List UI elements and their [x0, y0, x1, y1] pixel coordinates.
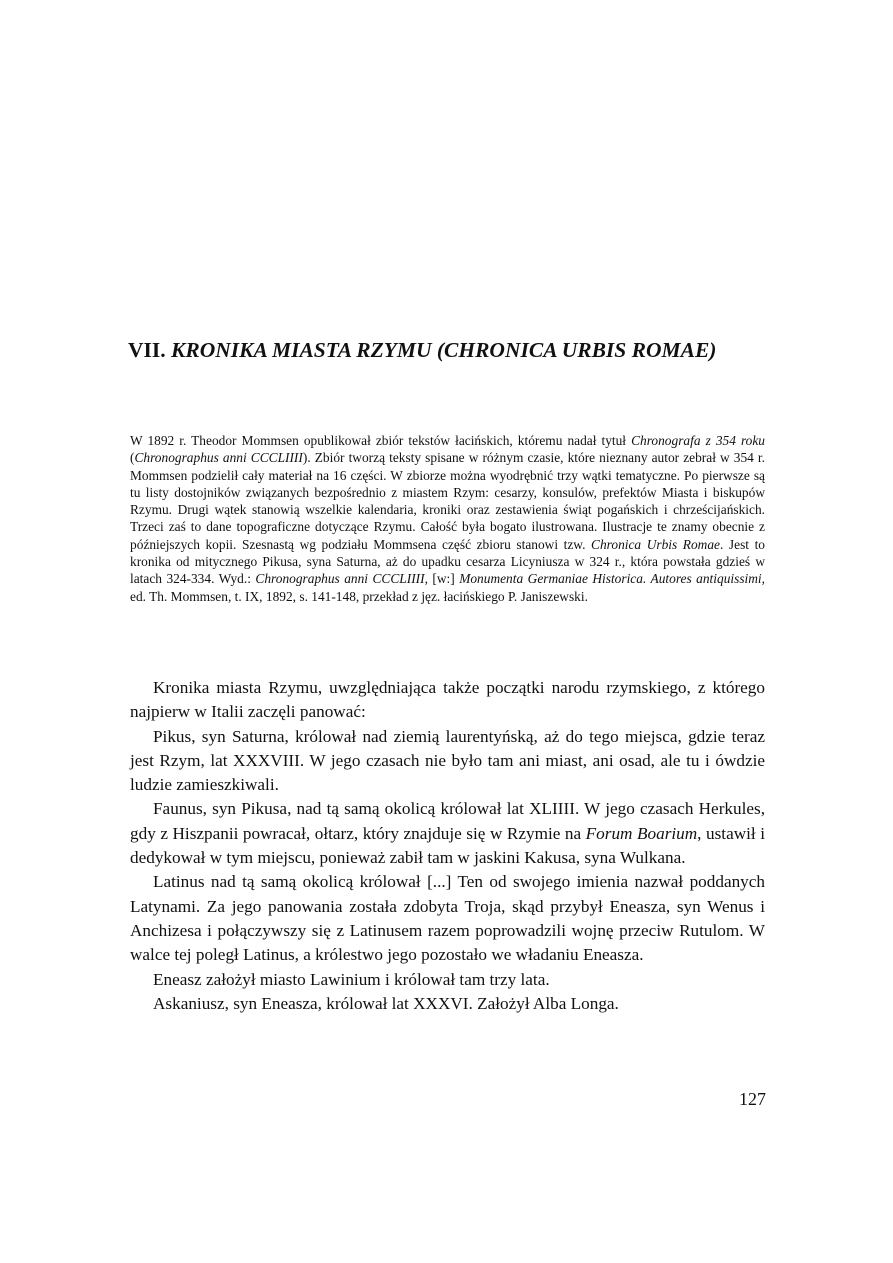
paragraph-eneasz: Eneasz założył miasto Lawinium i królował tam trzy lata. — [153, 969, 550, 989]
chapter-number: VII. — [128, 338, 166, 362]
note-italic-title: Chronografa z 354 roku — [631, 433, 765, 448]
paragraph-text: Faunus, syn Pikusa, nad tą samą okolicą królował lat XLIIII. W jego czasach Herkules, gdy z Hiszpanii powracał, ołtarz, który znajduje się w Rzymie na — [130, 799, 765, 843]
paragraph-faunus — [130, 797, 765, 870]
chapter-title — [128, 338, 788, 363]
note-italic-title: Chronographus anni CCCLIIII — [255, 571, 425, 587]
note-text: ). Zbiór tworzą teksty spisane w różnym czasie, które nieznany autor zebrał w 354 r. Mommsen podzielił cały materiał na 16 części. W zbiorze można wyodrębnić trzy wątki tematyczne. Po pierwsze są tu listy dostojników związanych bezpośrednio z miastem Rzym: cesarzy, konsulów, prefektów Miasta i biskupów Rzymu. Drugi wątek stanowią wszelkie kalendaria, kroniki oraz zestawienia świąt pogańskich i chrześcijańskich. Trzeci zaś to dane topograficzne dotyczące Rzymu. Całość była bogato ilustrowana. Ilustracje te znamy obecnie z późniejszych kopii. Szesnastą wg podziału Mommsena część zbioru stanowi tzw. — [130, 450, 765, 552]
note-text: , ed. Th. Mommsen, t. IX, 1892, s. 141-148, przekład z jęz. łacińskiego P. Janiszewski. — [130, 571, 765, 604]
note-text: W 1892 r. Theodor Mommsen opublikował zbiór tekstów łacińskich, któremu nadał tytuł — [130, 433, 632, 448]
note-italic-title: Chronica Urbis Romae — [591, 536, 720, 552]
editorial-note — [130, 432, 765, 605]
note-italic-title: Monumenta Germaniae Historica. Autores antiquissimi — [459, 571, 762, 587]
chapter-title-text: KRONIKA MIASTA RZYMU (CHRONICA URBIS ROMAE) — [171, 338, 717, 362]
paragraph-askaniusz: Askaniusz, syn Eneasza, królował lat XXXVI. Założył Alba Longa. — [153, 993, 619, 1013]
note-italic-title: Chronographus anni CCCLIIII — [134, 450, 303, 466]
paragraph-latinus: Latinus nad tą samą okolicą królował [...] Ten od swojego imienia nazwał poddanych Latynami. Za jego panowania została zdobyta Troja, skąd przybył Eneasza, syn Wenus i Anchizesa i połączywszy się z Latinusem razem poprowadzili wojnę przeciw Rutulom. W walce tej poległ Latinus, a królestwo jego pozostało we władaniu Eneasza. — [130, 872, 765, 965]
page-number: 127 — [739, 1089, 766, 1109]
paragraph-text: , ustawił i dedykował w tym miejscu, ponieważ zabił tam w jaskini Kakusa, syna Wulkana. — [130, 823, 765, 868]
paragraph-italic: Forum Boarium — [585, 823, 698, 843]
note-text: , [w:] — [424, 571, 460, 587]
chronicle-text — [130, 676, 765, 1016]
note-text: ( — [130, 450, 135, 466]
paragraph-pikus: Pikus, syn Saturna, królował nad ziemią laurentyńską, aż do tego miejsca, gdzie teraz jest Rzym, lat XXXVIII. W jego czasach nie było tam ani miast, ani osad, ale tu i ówdzie ludzie zamieszkiwali. — [130, 726, 765, 795]
note-text: . Jest to kronika od mitycznego Pikusa, syna Saturna, aż do upadku cesarza Licyniusza w 324 r., która powstała gdzieś w latach 324-334. Wyd.: — [130, 536, 765, 587]
paragraph-intro: Kronika miasta Rzymu, uwzględniająca także początki narodu rzymskiego, z którego najpierw w Italii zaczęli panować: — [130, 678, 765, 722]
